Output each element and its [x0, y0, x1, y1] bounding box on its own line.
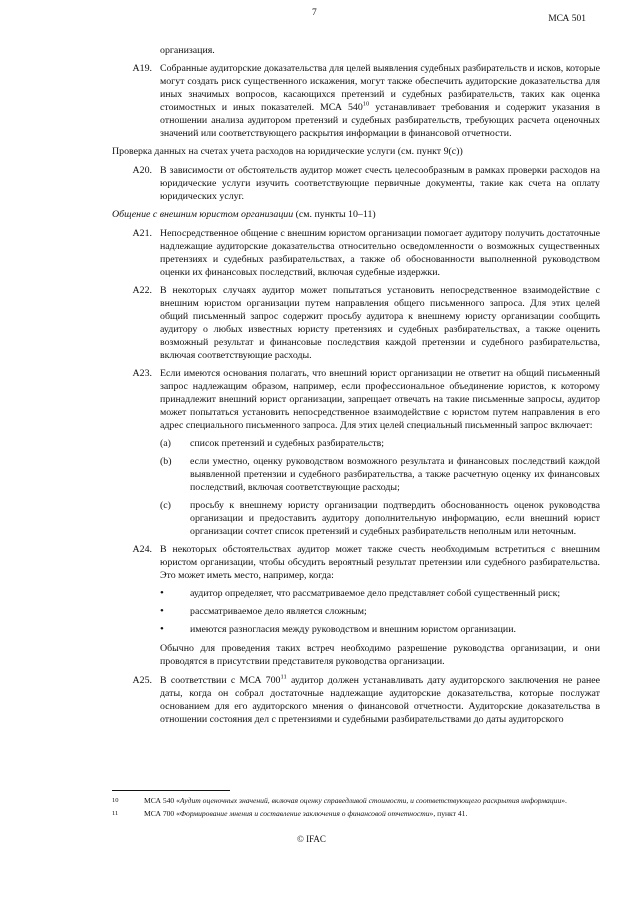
list-text: если уместно, оценку руководством возможного результата и финансовых последствий каждой выявленной претензии и судебного разбирательства, а также расчетную оценку их финансовых последствий, включая соответствующие расходы;: [190, 456, 600, 493]
paragraph-number: A24.: [132, 544, 152, 555]
paragraph-a23: [112, 367, 600, 432]
paragraph-number: A22.: [132, 285, 152, 296]
footnote-ref[interactable]: 10: [362, 100, 370, 108]
paragraph-a24: [112, 543, 600, 582]
paragraph-text: Собранные аудиторские доказательства для целей выявления судебных разбирательств и исков, которые могут создать риск существенного искажения, могут также обеспечить аудиторские доказательства для иных значимых вопросов, касающихся претензий и судебных разбирательств, таких как оценка стоимостных и иных показателей. МСА $540^{10}$ устанавливает требования и содержит указания в отношении анализа аудитором претензий и судебных разбирательств, требующих расчета оценочных значений или соответствующего раскрытия информации в финансовой отчетности.: [160, 63, 600, 139]
list-label: (b): [160, 456, 172, 467]
bullet-item: [160, 605, 600, 618]
footnote: [112, 809, 600, 819]
paragraph-number: A23.: [132, 368, 152, 379]
paragraph-a20: [112, 164, 600, 203]
paragraph-a21: [112, 227, 600, 279]
paragraph-number: A21.: [132, 228, 152, 239]
paragraph-number: A19.: [132, 63, 152, 74]
paragraph-a24-closing: Обычно для проведения таких встреч необходимо разрешение руководства организации, и они проводятся в присутствии представителя руководства организации.: [160, 643, 600, 667]
paragraph-a22: [112, 284, 600, 362]
paragraph-text: В соответствии с МСА $700^{11}$ аудитор должен устанавливать дату аудиторского заключения не ранее даты, когда он собрал достаточные надлежащие аудиторские доказательства, которые послужат основанием для его аудиторского мнения о финансовой отчетности. Аудиторские доказательства в отношении состояния дел с претензиями и судебными разбирательствами до даты аудиторского: [160, 673, 600, 725]
footnote-number: 10: [112, 797, 119, 804]
bullet-text: аудитор определяет, что рассматриваемое дело представляет собой существенный риск;: [190, 588, 561, 599]
footnote-divider: [112, 790, 230, 791]
bullet-text: рассматриваемое дело является сложным;: [190, 606, 367, 617]
paragraph-text: В некоторых случаях аудитор может попытаться установить непосредственное взаимодействие с внешним юристом организации путем направления общего письменного запроса. Для этих целей общий письменный запрос содержит просьбу аудитора к внешнему юристу организации сообщить аудитору о любых известных юристу претензиях и судебных разбирательствах, а также оценить возможный результат и финансовые последствия каждой претензии и судебного разбирательства, включая соответствующие расходы.: [160, 285, 600, 361]
footnotes: [112, 796, 600, 822]
paragraph-text: Если имеются основания полагать, что внешний юрист организации не ответит на общий письменный запрос надлежащим образом, например, если профессиональное объединение юристов, к которому принадлежит внешний юрист организации, запрещает отвечать на такие письменные запросы, аудитор может попытаться установить непосредственное взаимодействие с юристом путем направления в его адрес специального письменного запроса. Для этих целей специальный письменный запрос включает:: [160, 368, 600, 431]
bullet-text: имеются разногласия между руководством и внешним юристом организации.: [190, 624, 516, 635]
paragraph-a25: [112, 674, 600, 726]
footnote-ref[interactable]: 11: [280, 673, 287, 681]
paragraph-a19: [112, 62, 600, 140]
paragraph-text: В зависимости от обстоятельств аудитор может счесть целесообразным в рамках проверки расходов на юридические услуги изучить соответствующие первичные документы, такие как счета на оплату юридических услуг.: [160, 165, 600, 202]
footnote-number: 11: [112, 810, 119, 817]
list-label: (c): [160, 500, 171, 511]
page-number: 7: [312, 8, 317, 18]
section-heading-expenses: Проверка данных на счетах учета расходов на юридические услуги (см. пункт 9(c)): [112, 146, 463, 157]
paragraph-number: A25.: [132, 675, 152, 686]
bullet-icon: •: [160, 623, 164, 635]
list-item: [160, 455, 600, 494]
list-text: просьбу к внешнему юристу организации подтвердить обоснованность оценок руководства организации и предоставить аудитору дополнительную информацию, если внешний юрист организации сочтет список претензий и судебных разбирательств неполным или неточным.: [190, 500, 600, 537]
document-code: МСА 501: [548, 14, 586, 24]
paragraph-text: Непосредственное общение с внешним юристом организации помогает аудитору получить достаточные надлежащие аудиторские доказательства относительно осведомленности о возможных существенных претензиях и судебных разбирательствах, а также об обоснованности выполненной руководством оценки их финансовых последствий, включая судебные издержки.: [160, 228, 600, 278]
list-item: [160, 499, 600, 538]
section-heading-communication: Общение с внешним юристом организации (см. пункты 10–11): [112, 209, 376, 220]
list-text: список претензий и судебных разбирательств;: [190, 438, 384, 449]
main-content: [112, 44, 600, 731]
footnote: [112, 796, 600, 806]
continued-paragraph: организация.: [160, 45, 215, 56]
bullet-item: [160, 587, 600, 600]
footnote-text: МСА 540 «Аудит оценочных значений, включая оценку справедливой стоимости, и соответствующего раскрытия информации».: [144, 796, 567, 805]
bullet-icon: •: [160, 587, 164, 599]
footnote-text: МСА 700 «Формирование мнения и составление заключения о финансовой отчетности», пункт 41.: [144, 809, 468, 818]
bullet-item: [160, 623, 600, 636]
paragraph-text: В некоторых обстоятельствах аудитор может также счесть необходимым встретиться с внешним юристом организации, чтобы обсудить вероятный результат претензии или судебного разбирательства. Это может иметь место, например, когда:: [160, 544, 600, 581]
copyright: © IFAC: [297, 834, 326, 844]
bullet-icon: •: [160, 605, 164, 617]
paragraph-number: A20.: [132, 165, 152, 176]
list-label: (a): [160, 438, 171, 449]
list-item: [160, 437, 600, 450]
